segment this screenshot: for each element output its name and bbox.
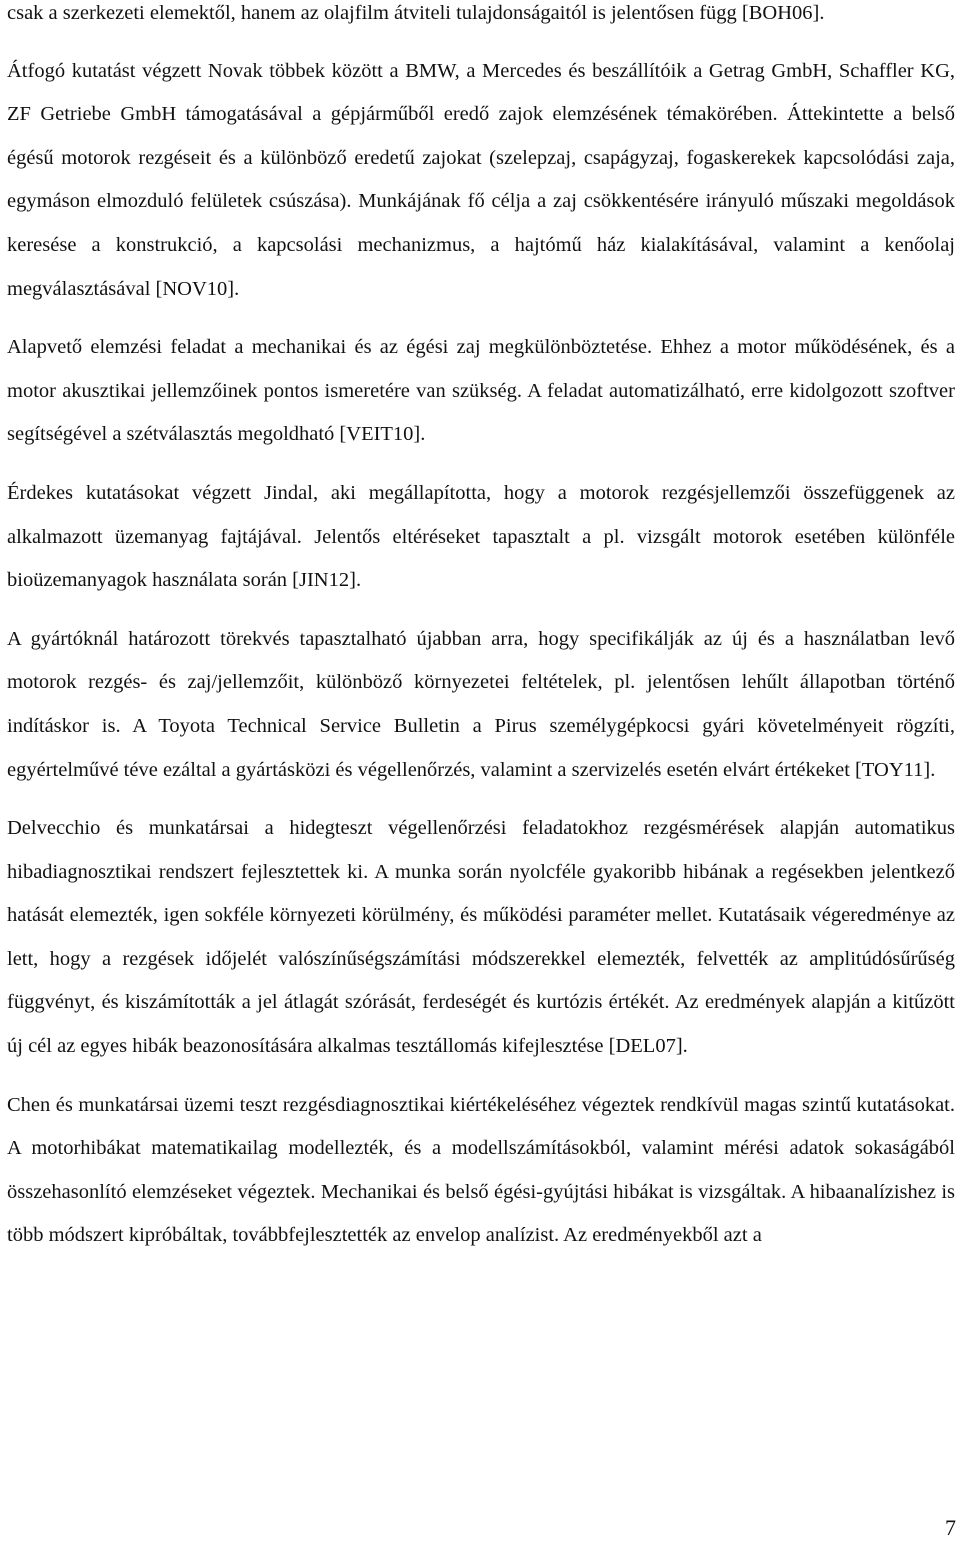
page-number: 7 (945, 1515, 956, 1540)
paragraph-1: csak a szerkezeti elemektől, hanem az olajfilm átviteli tulajdonságaitól is jelentősen függ [BOH06]. (7, 2, 825, 24)
paragraph-3: Alapvető elemzési feladat a mechanikai és az égési zaj megkülönböztetése. Ehhez a motor működésének, és a motor akusztikai jellemzőinek pontos ismeretére van szükség. A feladat automatizálható, erre kidolgozott szoftver segítségével a szétválasztás megoldható [VEIT10]. (7, 336, 955, 446)
body-text (7, 0, 955, 1273)
paragraph-6: Delvecchio és munkatársai a hidegteszt végellenőrzési feladatokhoz rezgésmérések alapján automatikus hibadiagnosztikai rendszert fejlesztettek ki. A munka során nyolcféle gyakoribb hibának a regésekben jelentkező hatását elemezték, igen sokféle környezeti körülmény, és működési paraméter mellet. Kutatásaik végeredménye az lett, hogy a rezgések időjelét valószínűségszámítási módszerekkel elemezték, felvették az amplitúdósűrűség függvényt, és kiszámították a jel átlagát szórását, ferdeségét és kurtózis értékét. Az eredmények alapján a kitűzött új cél az egyes hibák beazonosítására alkalmas tesztállomás kifejlesztése [DEL07]. (7, 817, 955, 1058)
paragraph-5: A gyártóknál határozott törekvés tapasztalható újabban arra, hogy specifikálják az új és a használatban levő motorok rezgés- és zaj/jellemzőit, különböző környezetei feltételek, pl. jelentősen lehűlt állapotban történő indításkor is. A Toyota Technical Service Bulletin a Pirus személygépkocsi gyári követelményeit rögzíti, egyértelművé téve ezáltal a gyártásközi és végellenőrzés, valamint a szervizelés esetén elvárt értékeket [TOY11]. (7, 627, 955, 781)
paragraph-2: Átfogó kutatást végzett Novak többek között a BMW, a Mercedes és beszállítóik a Getrag GmbH, Schaffler KG, ZF Getriebe GmbH támogatásával a gépjárműből eredő zajok elemzésének témakörében. Áttekintette a belső égésű motorok rezgéseit és a különböző eredetű zajokat (szelepzaj, csapágyzaj, fogaskerekek kapcsolódási zaja, egymáson elmozduló felületek csúszása). Munkájának fő célja a zaj csökkentésére irányuló műszaki megoldások keresése a konstrukció, a kapcsolási mechanizmus, a hajtómű ház kialakításával, valamint a kenőolaj megválasztásával [NOV10]. (7, 59, 955, 300)
paragraph-7: Chen és munkatársai üzemi teszt rezgésdiagnosztikai kiértékeléséhez végeztek rendkívül magas szintű kutatásokat. A motorhibákat matematikailag modellezték, és a modellszámításokból, valamint mérési adatok sokaságából összehasonlító elemzéseket végeztek. Mechanikai és belső égési-gyújtási hibákat is vizsgáltak. A hibaanalízishez is több módszert kipróbáltak, továbbfejlesztették az envelop analízist. Az eredményekből azt a (7, 1093, 955, 1247)
paragraph-4: Érdekes kutatásokat végzett Jindal, aki megállapította, hogy a motorok rezgésjellemzői összefüggenek az alkalmazott üzemanyag fajtájával. Jelentős eltéréseket tapasztalt a pl. vizsgált motorok esetében különféle bioüzemanyagok használata során [JIN12]. (7, 481, 955, 592)
